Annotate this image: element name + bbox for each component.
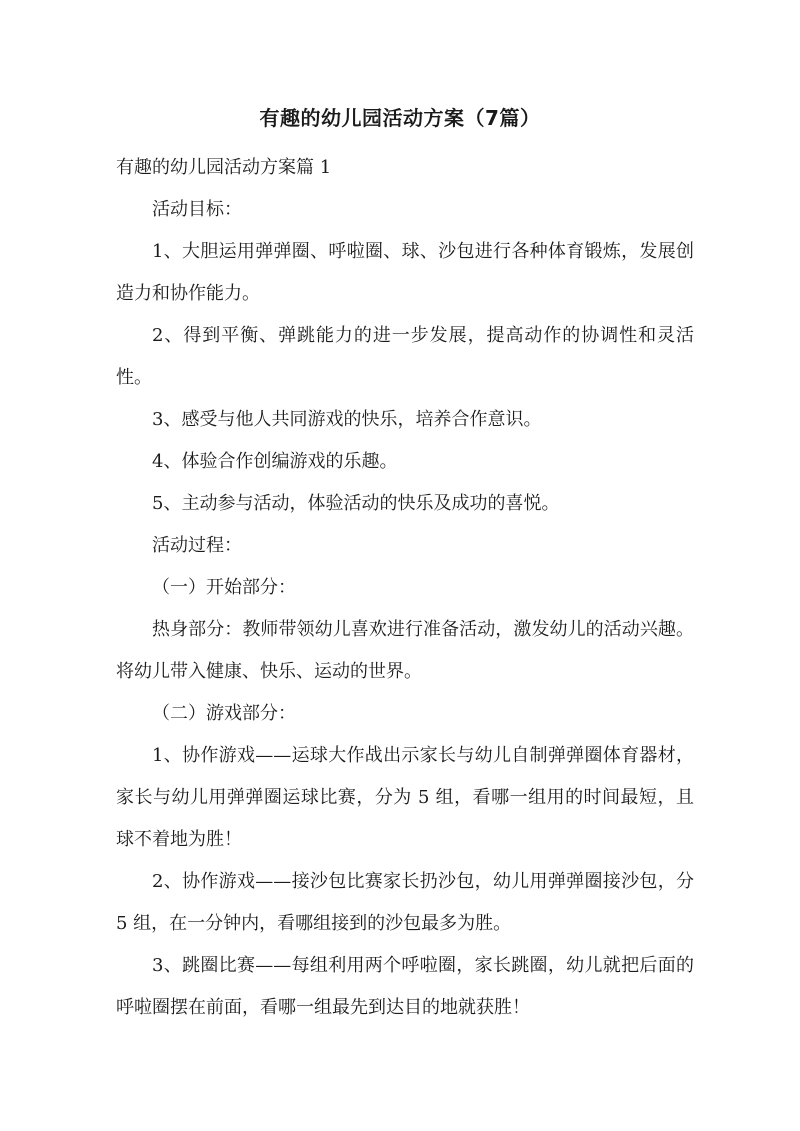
paragraph-part-one-label: （一）开始部分： <box>152 577 296 598</box>
paragraph-objective-5: 5、主动参与活动，体验活动的快乐及成功的喜悦。 <box>152 493 560 514</box>
paragraph-objective-4: 4、体验合作创编游戏的乐趣。 <box>152 451 398 472</box>
paragraph-objective-3: 3、感受与他人共同游戏的快乐，培养合作意识。 <box>152 409 542 430</box>
paragraph-process-label: 活动过程： <box>152 535 242 556</box>
paragraph-game-2: 2、协作游戏——接沙包比赛家长扔沙包，幼儿用弹弹圈接沙包，分 5 组，在一分钟内，看哪组接到的沙包最多为胜。 <box>116 871 694 934</box>
paragraph-objectives-label: 活动目标： <box>152 199 242 220</box>
paragraph-game-3: 3、跳圈比赛——每组利用两个呼啦圈，家长跳圈，幼儿就把后面的呼啦圈摆在前面，看哪一组最先到达目的地就获胜！ <box>116 955 694 1018</box>
paragraph-objective-1: 1、大胆运用弹弹圈、呼啦圈、球、沙包进行各种体育锻炼，发展创造力和协作能力。 <box>116 241 694 304</box>
document-body <box>116 147 694 1029</box>
section-heading: 有趣的幼儿园活动方案篇 1 <box>116 157 332 178</box>
paragraph-part-two-label: （二）游戏部分： <box>152 703 296 724</box>
paragraph-warmup: 热身部分：教师带领幼儿喜欢进行准备活动，激发幼儿的活动兴趣。将幼儿带入健康、快乐、运动的世界。 <box>116 619 694 682</box>
document-title: 有趣的幼儿园活动方案（7篇） <box>259 106 541 130</box>
paragraph-game-1: 1、协作游戏——运球大作战出示家长与幼儿自制弹弹圈体育器材，家长与幼儿用弹弹圈运球比赛，分为 5 组，看哪一组用的时间最短，且球不着地为胜！ <box>116 745 694 850</box>
paragraph-objective-2: 2、得到平衡、弹跳能力的进一步发展，提高动作的协调性和灵活性。 <box>116 325 694 388</box>
